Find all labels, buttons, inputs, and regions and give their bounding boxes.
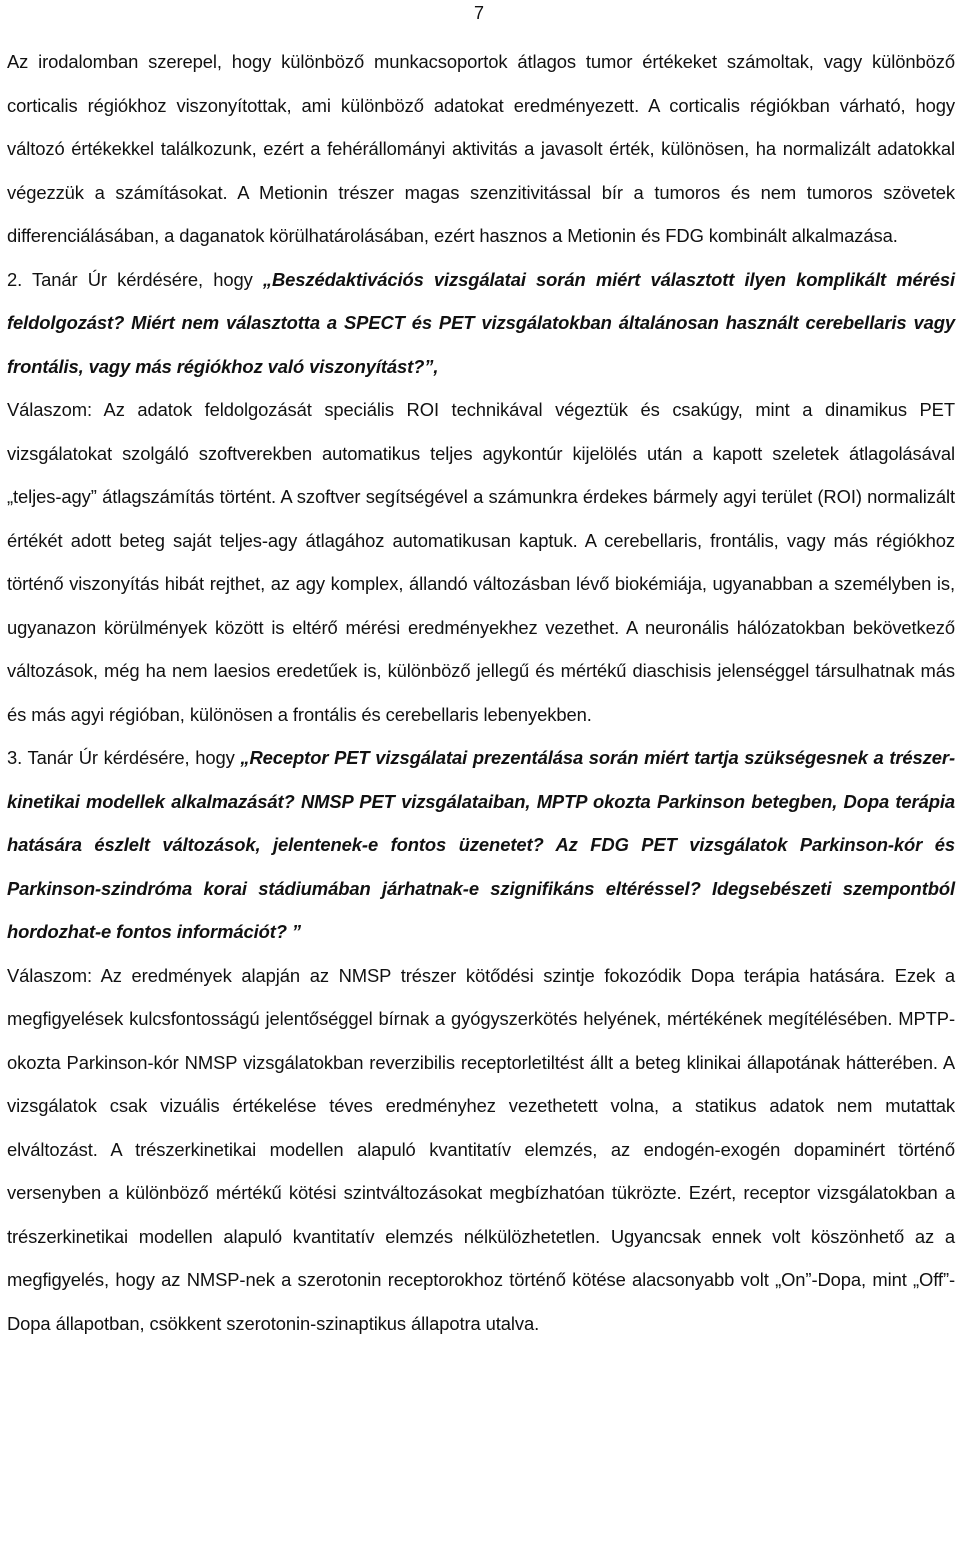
answer-2-paragraph: Válaszom: Az adatok feldolgozását speciális ROI technikával végeztük és csakúgy, mint a dinamikus PET vizsgálatokat szolgáló szoftverekben automatikus teljes agykontúr kijelölés után a kapott szeletek átlagolásával „teljes-agy” átlagszámítás történt. A szoftver segítségével a számunkra érdekes bármely agyi terület (ROI) normalizált értékét adott beteg saját teljes-agy átlagához automatikusan kaptuk. A cerebellaris, frontális, vagy más régiókhoz történő viszonyítás hibát rejthet, az agy komplex, állandó változásban lévő biokémiája, ugyanabban a személyben is, ugyanazon körülmények között is eltérő mérési eredményekhez vezethet. A neuronális hálózatokban bekövetkező változások, még ha nem laesios eredetűek is, különböző jellegű és mértékű diaschisis jelenséggel társulhatnak más és más agyi régióban, különösen a frontális és cerebellaris lebenyekben. (7, 399, 955, 725)
question-2-prefix: 2. Tanár Úr kérdésére, hogy (7, 268, 263, 290)
question-3-paragraph (7, 736, 955, 954)
answer-3-paragraph: Válaszom: Az eredmények alapján az NMSP trészer kötődési szintje fokozódik Dopa terápia hatására. Ezek a megfigyelések kulcsfontosságú jelentőséggel bírnak a gyógyszerkötés helyének, mértékének megítélésében. MPTP-okozta Parkinson-kór NMSP vizsgálatokban reverzibilis receptorletiltést állt a beteg klinikai állapotának hátterében. A vizsgálatok csak vizuális értékelése téves eredményhez vezethetett volna, a statikus adatok nem mutattak elváltozást. A trészerkinetikai modellen alapuló kvantitatív elemzés, az endogén-exogén dopaminért történő versenyben a különböző mértékű kötési szintváltozásokat megbízhatóan tükrözte. Ezért, receptor vizsgálatokban a trészerkinetikai modellen alapuló kvantitatív elemzés nélkülözhetetlen. Ugyancsak ennek volt köszönhető az a megfigyelés, hogy az NMSP-nek a szerotonin receptorokhoz történő kötése alacsonyabb volt „On”-Dopa, mint „Off”-Dopa állapotban, csökkent szerotonin-szinaptikus állapotra utalva. (7, 964, 955, 1334)
intro-paragraph: Az irodalomban szerepel, hogy különböző munkacsoportok átlagos tumor értékeket számoltak, vagy különböző corticalis régiókhoz viszonyítottak, ami különböző adatokat eredményezett. A corticalis régiókban várható, hogy változó értékekkel találkozunk, ezért a fehérállományi aktivitás a javasolt érték, különösen, ha normalizált adatokkal végezzük a számításokat. A Metionin trészer magas szenzitivitással bír a tumoros és nem tumoros szövetek differenciálásában, a daganatok körülhatárolásában, ezért hasznos a Metionin és FDG kombinált alkalmazása. (7, 51, 955, 246)
page-number: 7 (474, 3, 485, 23)
question-2-paragraph (7, 258, 955, 389)
question-3-text: „Receptor PET vizsgálatai prezentálása során miért tartja szükségesnek a trészer-kinetikai modellek alkalmazását? NMSP PET vizsgálataiban, MPTP okozta Parkinson betegben, Dopa terápia hatására észlelt változások, jelentenek-e fontos üzenetet? Az FDG PET vizsgálatok Parkinson-kór és Parkinson-szindróma korai stádiumában járhatnak-e szignifikáns eltéréssel? Idegsebészeti szempontból hordozhat-e fontos információt? ” (7, 747, 955, 942)
question-3-prefix: 3. Tanár Úr kérdésére, hogy (7, 747, 241, 768)
question-2-text: „Beszédaktivációs vizsgálatai során miért választott ilyen komplikált mérési feldolgozást? Miért nem választotta a SPECT és PET vizsgálatokban általánosan használt cerebellaris vagy frontális, vagy más régiókhoz való viszonyítást?”, (7, 268, 955, 377)
document-body (7, 40, 955, 1345)
